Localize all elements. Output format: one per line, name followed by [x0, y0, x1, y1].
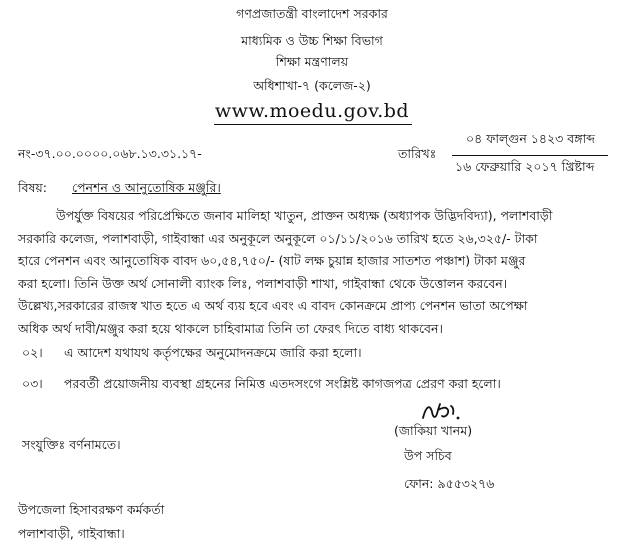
- memo-number: নং-৩৭.০০.০০০০.০৬৮.১৩.৩১.১৭-: [18, 146, 202, 161]
- body-paragraph: [18, 205, 604, 340]
- subject-text: পেনশন ও আনুতোষিক মঞ্জুরি।: [72, 180, 221, 195]
- point-number: ০২।: [22, 345, 43, 360]
- body-line: উপর্যুক্ত বিষয়ের পরিপ্রেক্ষিতে জনাব মালিহা খাতুন, প্রাক্তন অধ্যক্ষ (অধ্যাপক উদ্ভিদবিদ্যা), পলাশবাড়ী: [56, 208, 553, 223]
- point-text: এ আদেশ যথাযথ কর্তৃপক্ষের অনুমোদনক্রমে জারি করা হলো।: [64, 345, 362, 360]
- date-bangla: ০৪ ফাল্গুন ১৪২৩ বঙ্গাব্দ: [466, 131, 595, 146]
- body-line: অধিক অর্থ দাবী/মঞ্জুর করা হয়ে থাকলে চাহিবামাত্র তিনি তা ফেরৎ দিতে বাধ্য থাকবেন।: [18, 320, 443, 336]
- body-line: করা হলো। তিনি উক্ত অর্থ সোনালী ব্যাংক লিঃ, পলাশবাড়ী শাখা, গাইবান্ধা থেকে উত্তোলন করবেন।: [18, 275, 508, 291]
- point-text: পরবর্তী প্রয়োজনীয় ব্যবস্থা গ্রহনের নিমিত্ত এতদসংগে সংশ্লিষ্ট কাগজপত্র প্রেরণ করা হলো।: [64, 376, 501, 391]
- signature-image: [420, 398, 464, 426]
- point-number: ০৩।: [22, 376, 43, 391]
- recipient-title: উপজেলা হিসাবরক্ষণ কর্মকর্তা: [18, 502, 165, 517]
- govt-title: গণপ্রজাতন্ত্রী বাংলাদেশ সরকার: [236, 6, 388, 21]
- signatory-name: (জাকিয়া খানম): [394, 423, 473, 438]
- section-title: অধিশাখা-৭ (কলেজ-২): [253, 78, 371, 93]
- website-link[interactable]: www.moedu.gov.bd: [214, 100, 410, 122]
- date-divider: [452, 155, 608, 156]
- body-line: সরকারি কলেজ, পলাশবাড়ী, গাইবান্ধা এর অনুকূলে অনুকূলে ০১/১১/২০১৬ তারিখ হতে ২৬,৩২৫/- টাকা: [18, 230, 538, 246]
- attachment-note: সংযুক্তিঃ বর্ণনামতে।: [22, 437, 121, 452]
- recipient-address: পলাশবাড়ী, গাইবান্ধা।: [18, 526, 125, 541]
- body-line: হারে পেনশন এবং আনুতোষিক বাবদ ৬০,৫৪,৭৫০/- (ষাট লক্ষ চুয়ান্ন হাজার সাতশত পঞ্চাশ) টাকা মঞ্জুর: [18, 253, 526, 268]
- signatory-phone: ফোন: ৯৫৫৩২৭৬: [404, 476, 495, 491]
- date-label: তারিখঃ: [398, 146, 437, 161]
- division-title: মাধ্যমিক ও উচ্চ শিক্ষা বিভাগ: [241, 33, 383, 48]
- body-line: উল্লেখ্য,সরকারের রাজস্ব খাত হতে এ অর্থ ব্যয় হবে এবং এ বাবদ কোনক্রমে প্রাপ্য পেনশন ভাতা অপেক্ষা: [18, 298, 528, 313]
- subject-label: বিষয়:: [18, 180, 48, 195]
- ministry-title: শিক্ষা মন্ত্রণালয়: [275, 54, 349, 69]
- date-gregorian: ১৬ ফেব্রুয়ারি ২০১৭ খ্রিষ্টাব্দ: [455, 159, 595, 174]
- signatory-designation: উপ সচিব: [404, 448, 452, 463]
- website-underline: [214, 124, 412, 125]
